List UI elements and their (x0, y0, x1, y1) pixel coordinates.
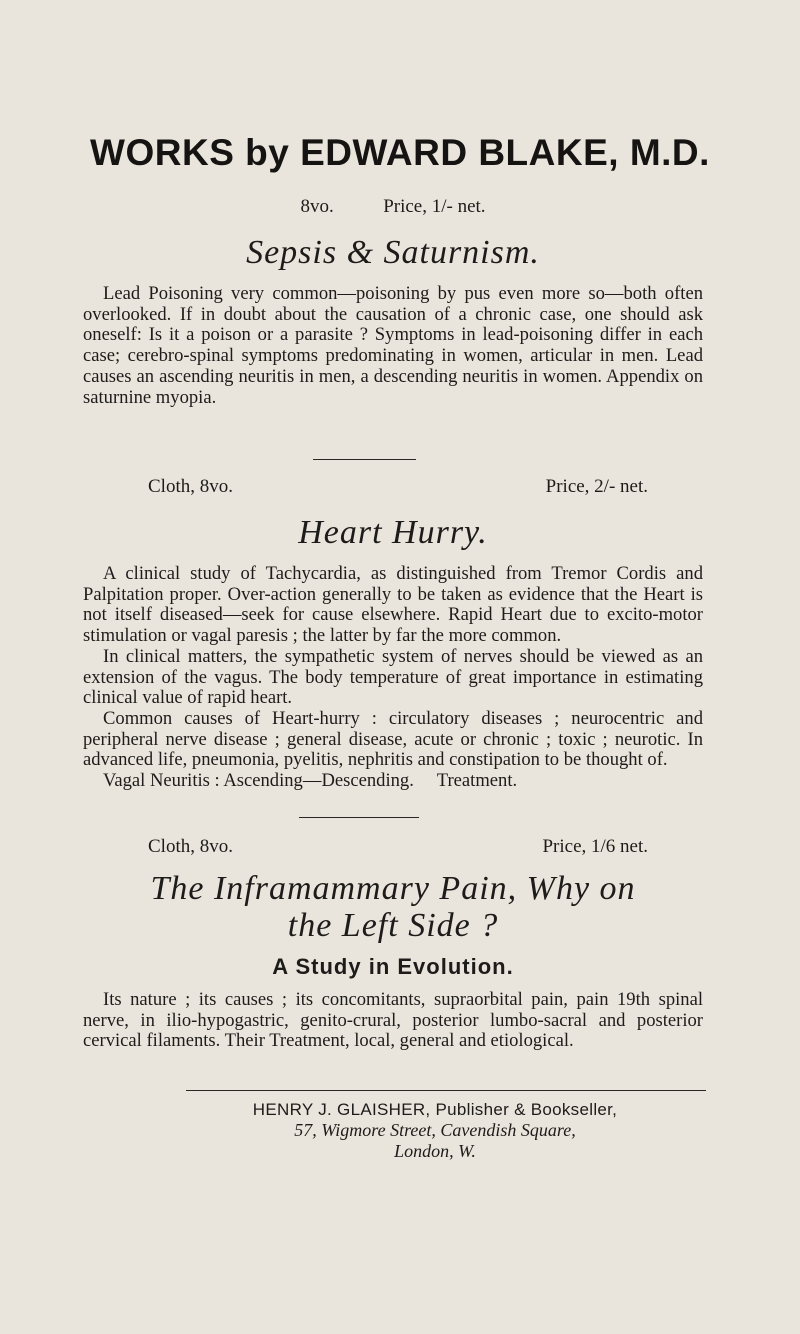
book-description-block (83, 564, 703, 792)
book-entry-heart-hurry (148, 476, 648, 498)
book-format: Cloth, 8vo. (148, 476, 233, 497)
book-subtitle: A Study in Evolution. (272, 954, 514, 979)
divider (299, 817, 419, 818)
publisher-block (150, 1100, 720, 1162)
book-price: Price, 1/6 net. (542, 836, 648, 857)
divider (186, 1090, 706, 1091)
publisher-city: London, W. (394, 1141, 476, 1161)
book-title-block (83, 870, 703, 945)
book-paragraph: Vagal Neuritis : Ascending—Descending. Treatment. (103, 770, 518, 792)
book-title-block (83, 514, 703, 551)
book-description: Its nature ; its causes ; its concomitants, supraorbital pain, pain 19th spinal nerve, in ilio-hypogastric, genito-crural, posterior lumbo-sacral and posterior cervical filaments. Their Treatment, local, general and etiological. (83, 989, 703, 1052)
book-meta (83, 196, 703, 218)
publisher-address: 57, Wigmore Street, Cavendish Square, (294, 1120, 576, 1140)
book-format: Cloth, 8vo. (148, 836, 233, 857)
book-title: Sepsis & Saturnism. (246, 234, 540, 271)
divider (313, 459, 416, 460)
book-description-block (83, 284, 703, 408)
book-meta (148, 836, 648, 858)
book-format: 8vo. (300, 196, 334, 217)
book-meta (148, 476, 648, 498)
book-entry-sepsis (83, 196, 703, 218)
book-title-line1: The Inframammary Pain, Why on (150, 870, 636, 907)
book-paragraph: In clinical matters, the sympathetic system of nerves should be viewed as an extension of the vagus. The body temperature of great importance in estimating clinical value of rapid heart. (83, 645, 703, 709)
publisher-name: HENRY J. GLAISHER, Publisher & Bookseller, (252, 1100, 618, 1119)
book-title-line2: the Left Side ? (287, 907, 499, 945)
book-paragraph: A clinical study of Tachycardia, as distinguished from Tremor Cordis and Palpitation proper. Over-action generally to be taken as evidence that the Heart is not itself diseased—seek for cause elsewhere. Rapid Heart due to excito-motor stimulation or vagal paresis ; the latter by far the more common. (83, 563, 703, 647)
page-header: WORKS by EDWARD BLAKE, M.D. (90, 132, 710, 173)
book-entry-inframammary-pain (148, 836, 648, 858)
book-description: Lead Poisoning very common—poisoning by pus even more so—both often overlooked. If in doubt about the causation of a chronic case, one should ask oneself: Is it a poison or a parasite ? Symptoms in lead-poisoning differ in each case; cerebro-spinal symptoms predominating in women, articular in men. Lead causes an ascending neuritis in men, a descending neuritis in women. Appendix on saturnine myopia. (83, 283, 703, 408)
book-price: Price, 1/- net. (383, 196, 486, 217)
book-title: Heart Hurry. (298, 514, 488, 551)
book-paragraph: Common causes of Heart-hurry : circulatory diseases ; neurocentric and peripheral nerve disease ; general disease, acute or chronic ; toxic ; neurotic. In advanced life, pneumonia, pyelitis, nephritis and constipation to be thought of. (83, 707, 703, 771)
book-price: Price, 2/- net. (545, 476, 648, 497)
book-description-block (83, 990, 703, 1052)
book-title-block (83, 234, 703, 271)
book-subtitle-block (83, 954, 703, 980)
